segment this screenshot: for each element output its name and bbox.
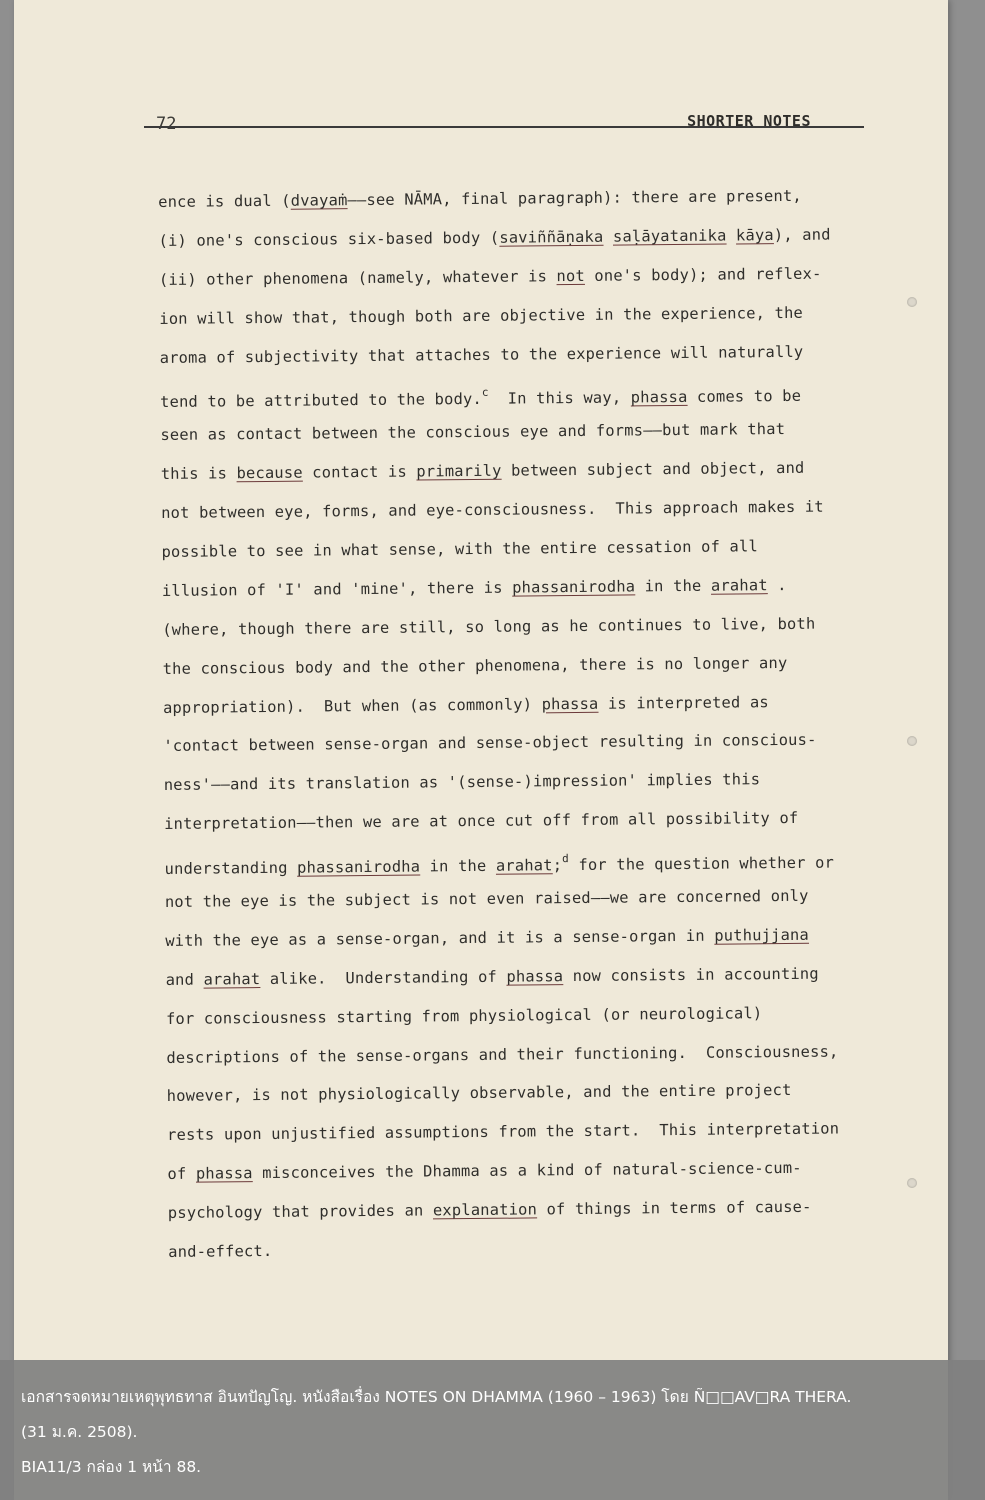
text-run: .	[767, 575, 787, 595]
text-run: ——see NĀMA, final paragraph): there are present,	[347, 186, 802, 210]
text-run: is interpreted as	[598, 692, 769, 713]
text-run: and-effect.	[168, 1241, 273, 1261]
underlined-term: arahat	[710, 576, 768, 595]
text-run: and	[165, 970, 204, 989]
text-run: alike. Understanding of	[260, 967, 507, 988]
underlined-term: not	[556, 266, 585, 285]
text-run: tend to be attributed to the body.	[160, 390, 483, 412]
text-run: not the eye is the subject is not even raised——we are concerned only	[164, 886, 809, 911]
underlined-term: saḷāyatanika	[612, 226, 727, 246]
text-run: one's body); and reflex-	[584, 264, 822, 285]
underlined-term: dvayaṁ	[290, 191, 348, 210]
text-line	[158, 215, 883, 261]
underlined-term: puthujjana	[714, 925, 810, 945]
text-run: comes to be	[687, 387, 802, 407]
text-run: not between eye, forms, and eye-consciousness. This approach makes it	[161, 497, 824, 523]
text-line	[168, 1226, 893, 1272]
text-line	[159, 254, 884, 300]
punch-hole-mark	[907, 297, 917, 307]
text-run: in the	[635, 576, 712, 596]
text-run: possible to see in what sense, with the entire cessation of all	[161, 537, 758, 561]
caption-line-3: BIA11/3 กล่อง 1 หน้า 88.	[21, 1458, 202, 1476]
text-run: 'contact between sense-organ and sense-object resulting in conscious-	[163, 731, 817, 756]
text-line	[159, 293, 884, 339]
text-run: ;	[552, 856, 563, 875]
underlined-term: primarily	[416, 461, 502, 481]
underlined-term: saviññāṇaka	[499, 227, 604, 247]
text-run: (i) one's conscious six-based body (	[158, 228, 500, 250]
text-run: this is	[160, 464, 237, 484]
underlined-term: phassanirodha	[297, 857, 421, 877]
page-number: 72	[156, 114, 177, 134]
text-run: contact is	[302, 462, 417, 482]
text-run: in the	[420, 856, 496, 876]
text-run: seen as contact between the conscious eye and forms——but mark that	[160, 420, 786, 445]
text-line	[168, 1187, 893, 1233]
underlined-term: kāya	[735, 225, 774, 245]
underlined-term: phassa	[195, 1164, 253, 1183]
text-run: the conscious body and the other phenomena, there is no longer any	[162, 653, 788, 678]
footnote-marker: d	[562, 852, 569, 866]
text-run: rests upon unjustified assumptions from the start. This interpretation	[167, 1119, 840, 1145]
text-run: appropriation). But when (as commonly)	[162, 694, 542, 717]
text-run: however, is not physiologically observable, and the entire project	[166, 1081, 792, 1106]
text-line	[162, 643, 887, 689]
running-head: SHORTER NOTES	[687, 112, 811, 130]
text-run: between subject and object, and	[501, 459, 805, 480]
caption-line-2: (31 ม.ค. 2508).	[21, 1423, 138, 1441]
punch-hole-mark	[907, 1178, 917, 1188]
punch-hole-mark	[907, 736, 917, 746]
underlined-term: because	[236, 463, 303, 483]
text-run: ence is dual (	[158, 191, 291, 211]
underlined-term: phassa	[541, 694, 599, 713]
text-line	[162, 604, 887, 650]
footnote-marker: c	[481, 386, 489, 400]
text-run: illusion of 'I' and 'mine', there is	[161, 578, 513, 600]
text-run: psychology that provides an	[167, 1201, 434, 1223]
text-line	[165, 954, 890, 1000]
underlined-term: phassanirodha	[512, 577, 636, 597]
text-run: (ii) other phenomena (namely, whatever is	[158, 266, 557, 289]
text-line	[165, 876, 890, 922]
text-run: ), and	[773, 225, 831, 244]
underlined-term: arahat	[495, 856, 553, 875]
typed-body-text	[158, 176, 893, 1272]
text-line	[162, 565, 887, 611]
text-line	[161, 487, 886, 533]
text-run: In this way,	[488, 388, 631, 409]
text-run: of things in terms of cause-	[536, 1197, 812, 1219]
text-run: aroma of subjectivity that attaches to the experience will naturally	[159, 342, 804, 367]
text-run: now consists in accounting	[563, 964, 819, 985]
text-run: for consciousness starting from physiological (or neurological)	[165, 1003, 763, 1028]
text-run: with the eye as a sense-organ, and it is a sense-organ in	[165, 926, 715, 950]
underlined-term: phassa	[506, 966, 564, 986]
text-run: misconceives the Dhamma as a kind of natural-science-cum-	[252, 1159, 802, 1183]
text-run: descriptions of the sense-organs and their functioning. Consciousness,	[166, 1042, 839, 1067]
underlined-term: explanation	[432, 1200, 538, 1220]
caption-line-1: เอกสารจดหมายเหตุพุทธทาส อินทปัญโญ. หนังสือเรื่อง NOTES ON DHAMMA (1960 – 1963) โดย Ñ□□AV□RA THERA.	[21, 1388, 852, 1406]
text-line	[165, 915, 890, 961]
text-run: ion will show that, though both are objective in the experience, the	[159, 303, 804, 328]
text-line	[163, 720, 888, 766]
archive-caption	[0, 1360, 985, 1500]
document-page	[14, 0, 948, 1500]
underlined-term: arahat	[203, 969, 261, 989]
text-run: for the question whether or	[568, 853, 835, 875]
text-line	[158, 176, 883, 222]
text-run: interpretation——then we are at once cut off from all possibility of	[164, 809, 799, 834]
header-rule	[144, 126, 864, 128]
text-run: of	[167, 1164, 197, 1184]
text-run: understanding	[164, 858, 298, 879]
underlined-term: phassa	[630, 388, 688, 407]
text-run: ness'——and its translation as '(sense-)impression' implies this	[163, 770, 761, 795]
text-run: (where, though there are still, so long as he continues to live, both	[162, 614, 816, 639]
